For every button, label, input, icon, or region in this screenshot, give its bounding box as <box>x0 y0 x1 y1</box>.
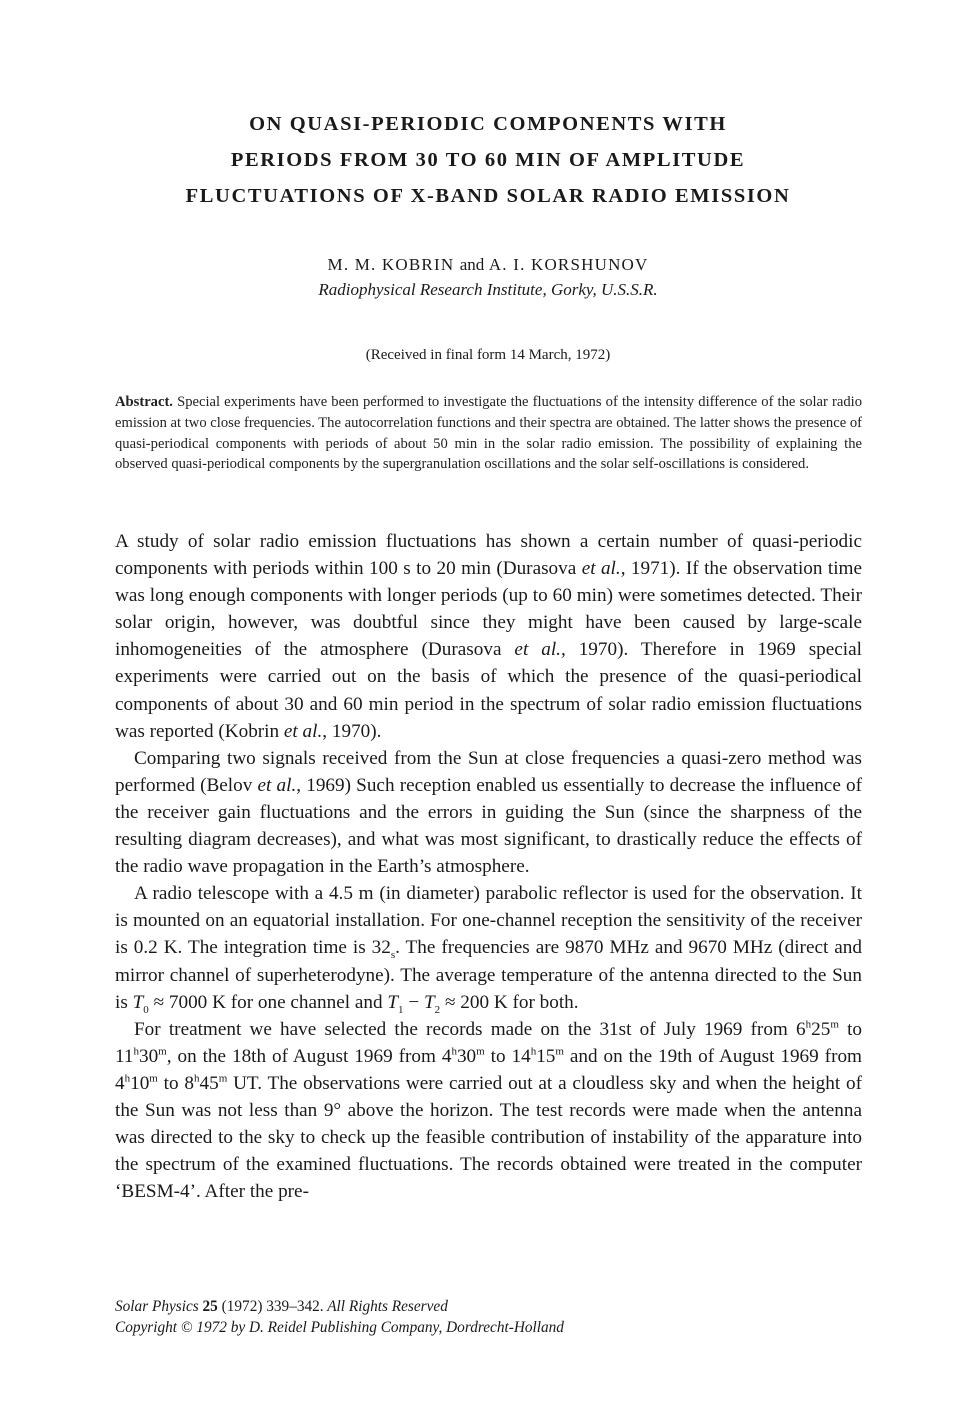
author-first: M. M. KOBRIN <box>327 255 455 274</box>
abstract-label: Abstract. <box>115 394 173 410</box>
body-text <box>115 528 862 1205</box>
rights-notice: All Rights Reserved <box>327 1298 448 1315</box>
abstract <box>115 392 862 475</box>
paragraph-3: A radio telescope with a 4.5 m (in diameter) parabolic reflector is used for the observation. It is mounted on an equatorial installation. For one-channel reception the sensitivity of the receiver is 0.2 K. The integration time is $32_s$. The frequencies are 9870 MHz and 9670 MHz (direct and mirror channel of superheterodyne). The average temperature of the antenna directed to the Sun is $T_0 \approx 7000$ K for one channel and $T_1 - T_2 \approx 200$ K for both. <box>115 883 862 1016</box>
title-line-2: PERIODS FROM 30 TO 60 MIN OF AMPLITUDE <box>230 149 746 171</box>
abstract-text: Special experiments have been performed to investigate the fluctuations of the intensity difference of the solar radio emission at two close frequencies. The autocorrelation functions and their spectra are obtained. The latter shows the presence of quasi-periodical components with periods of about 50 min in the solar radio emission. The possibility of explaining the observed quasi-periodical components by the supergranulation oscillations and the solar self-oscillations is considered. <box>115 394 862 473</box>
author-names <box>100 252 876 277</box>
footer-line-1 <box>115 1296 862 1317</box>
title-line-1: ON QUASI-PERIODIC COMPONENTS WITH <box>249 113 727 135</box>
title-line-3: FLUCTUATIONS OF X-BAND SOLAR RADIO EMISSION <box>185 185 791 207</box>
authors-block <box>100 252 876 302</box>
paper-title <box>100 106 876 214</box>
paragraph-1: A study of solar radio emission fluctuations has shown a certain number of quasi-periodic components with periods within 100 s to 20 min (Durasova et al., 1971). If the observation time was long enough components with longer periods (up to 60 min) were sometimes detected. Their solar origin, however, was doubtful since they might have been caused by large-scale inhomogeneities of the atmosphere (Durasova et al., 1970). Therefore in 1969 special experiments were carried out on the basis of which the presence of the quasi-periodical components of about 30 and 60 min period in the spectrum of solar radio emission fluctuations was reported (Kobrin et al., 1970). <box>115 531 862 742</box>
journal-volume: 25 <box>202 1298 218 1315</box>
copyright-line: Copyright © 1972 by D. Reidel Publishing Company, Dordrecht-Holland <box>115 1319 564 1336</box>
footer-citation <box>115 1296 862 1338</box>
journal-name: Solar Physics <box>115 1298 199 1315</box>
paragraph-4: For treatment we have selected the records made on the 31st of July 1969 from 6$^h$25$^m$ to 11$^h$30$^m$, on the 18th of August 1969 from 4$^h$30$^m$ to 14$^h$15$^m$ and on the 19th of August 1969 from 4$^h$10$^m$ to 8$^h$45$^m$ UT. The observations were carried out at a cloudless sky and when the height of the Sun was not less than 9° above the horizon. The test records were made when the antenna was directed to the sky to check up the feasible contribution of instability of the apparature into the spectrum of the examined fluctuations. The records obtained were treated in the computer ‘BESM-4’. After the pre- <box>115 1018 862 1203</box>
author-conjunction: and <box>459 255 485 274</box>
author-affiliation: Radiophysical Research Institute, Gorky, U.S.S.R. <box>318 280 658 299</box>
journal-year-pages: (1972) 339–342. <box>221 1298 324 1315</box>
paragraph-2: Comparing two signals received from the Sun at close frequencies a quasi-zero method was performed (Belov et al., 1969) Such reception enabled us essentially to decrease the influence of the receiver gain fluctuations and the errors in guiding the Sun (since the sharpness of the resulting diagram decreases), and what was most significant, to drastically reduce the effects of the radio wave propagation in the Earth’s atmosphere. <box>115 747 862 878</box>
received-date: (Received in final form 14 March, 1972) <box>365 347 611 363</box>
author-second: A. I. KORSHUNOV <box>488 255 649 274</box>
